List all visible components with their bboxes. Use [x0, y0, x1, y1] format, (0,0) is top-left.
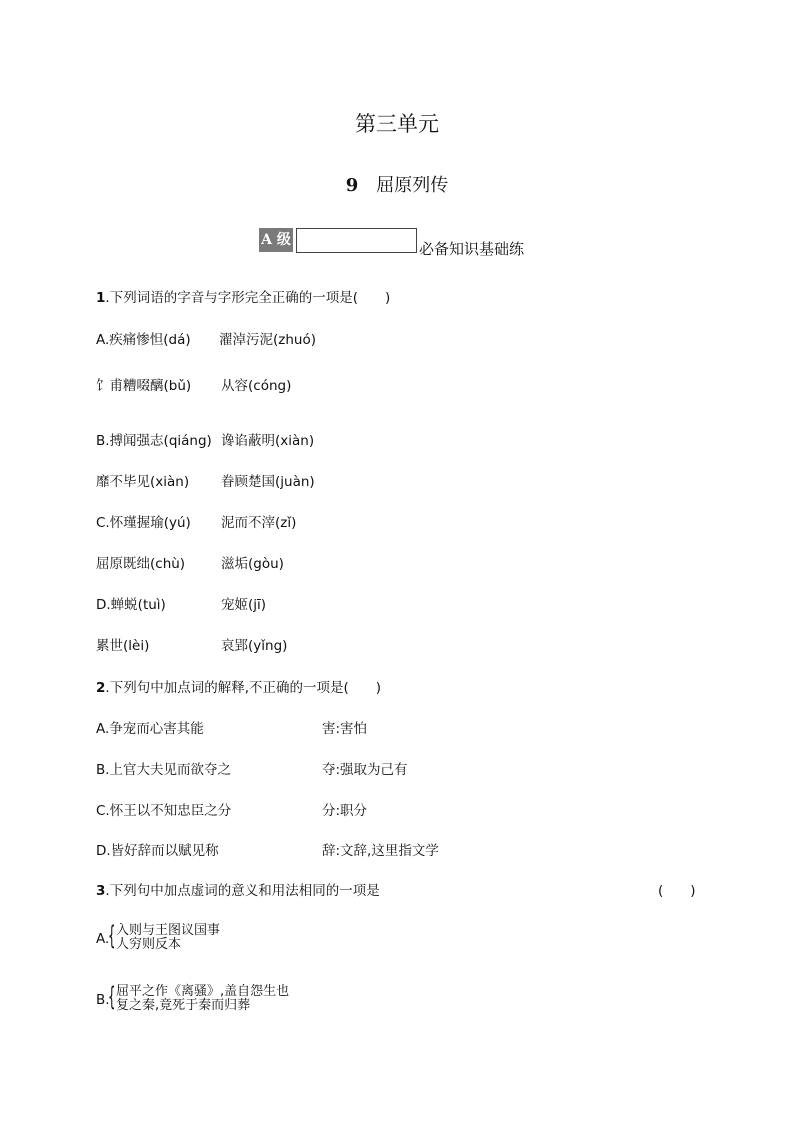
- level-score-box: [296, 228, 417, 253]
- q1-option-d-2: 宠姬(jī): [221, 597, 267, 613]
- q2-option-c-meaning: 分:职分: [322, 803, 368, 819]
- question-2-number: 2: [96, 680, 106, 696]
- q3-option-a-line2: 人穷则反本: [116, 937, 182, 952]
- q3-option-a-label: A.: [96, 931, 110, 947]
- q2-option-d-sentence: D.皆好辞而以赋见称: [96, 843, 219, 859]
- q1-option-b-1: B.搏闻强志(qiáng): [96, 433, 212, 449]
- question-3-answer-paren: ( ): [658, 883, 696, 899]
- q3-option-b-label: B.: [96, 992, 110, 1008]
- q1-option-b-2: 谗谄蔽明(xiàn): [221, 433, 315, 449]
- question-3-number: 3: [96, 883, 106, 899]
- question-1-stem: [96, 286, 390, 306]
- q3-option-b-brace: {: [108, 982, 116, 1012]
- q2-option-d-meaning: 辞:文辞,这里指文学: [322, 843, 439, 859]
- lesson-number: 9: [345, 175, 359, 196]
- q1-option-d-4: 哀郢(yǐng): [221, 638, 288, 654]
- q1-option-c-4: 滋垢(gòu): [221, 556, 284, 572]
- q3-option-a-line1: 入则与王图议国事: [116, 923, 221, 938]
- q2-option-a-sentence: A.争宠而心害其能: [96, 721, 204, 737]
- question-2-stem: [96, 676, 381, 696]
- q1-option-a-1: A.疾痛惨怛(dá): [96, 332, 191, 348]
- q1-option-c-1: C.怀瑾握瑜(yú): [96, 515, 191, 531]
- q1-option-a-2: 濯淖污泥(zhuó): [219, 332, 316, 348]
- question-3-stem: [96, 879, 380, 899]
- q3-option-a-brace: {: [108, 921, 116, 951]
- q1-option-c-2: 泥而不滓(zǐ): [221, 515, 297, 531]
- level-badge: A 级: [259, 228, 293, 252]
- level-label: 必备知识基础练: [419, 240, 525, 258]
- q1-option-a-3: 饣甫糟啜醨(bǔ): [96, 378, 192, 394]
- q1-option-c-3: 屈原既绌(chù): [96, 556, 186, 572]
- q2-option-b-sentence: B.上官大夫见而欲夺之: [96, 762, 232, 778]
- q3-option-b-line1: 屈平之作《离骚》,盖自怨生也: [116, 984, 290, 999]
- q3-option-b-line2: 复之秦,竟死于秦而归葬: [116, 998, 251, 1013]
- lesson-heading: [0, 171, 794, 197]
- q1-option-a-4: 从容(cóng): [221, 378, 292, 394]
- lesson-title: 屈原列传: [376, 175, 449, 196]
- q2-option-a-meaning: 害:害怕: [322, 721, 368, 737]
- q1-option-d-1: D.蝉蜕(tuì): [96, 597, 166, 613]
- question-1-number: 1: [96, 290, 106, 306]
- q1-option-d-3: 累世(lèi): [96, 638, 150, 654]
- q1-option-b-4: 眷顾楚国(juàn): [221, 474, 315, 490]
- question-3-text: .下列句中加点虚词的意义和用法相同的一项是: [105, 883, 380, 899]
- q1-option-b-3: 靡不毕见(xiàn): [96, 474, 190, 490]
- question-2-text: .下列句中加点词的解释,不正确的一项是( ): [105, 680, 382, 696]
- q2-option-b-meaning: 夺:强取为己有: [322, 762, 408, 778]
- unit-title: 第三单元: [355, 112, 439, 136]
- question-1-text: .下列词语的字音与字形完全正确的一项是( ): [105, 290, 391, 306]
- q2-option-c-sentence: C.怀王以不知忠臣之分: [96, 803, 232, 819]
